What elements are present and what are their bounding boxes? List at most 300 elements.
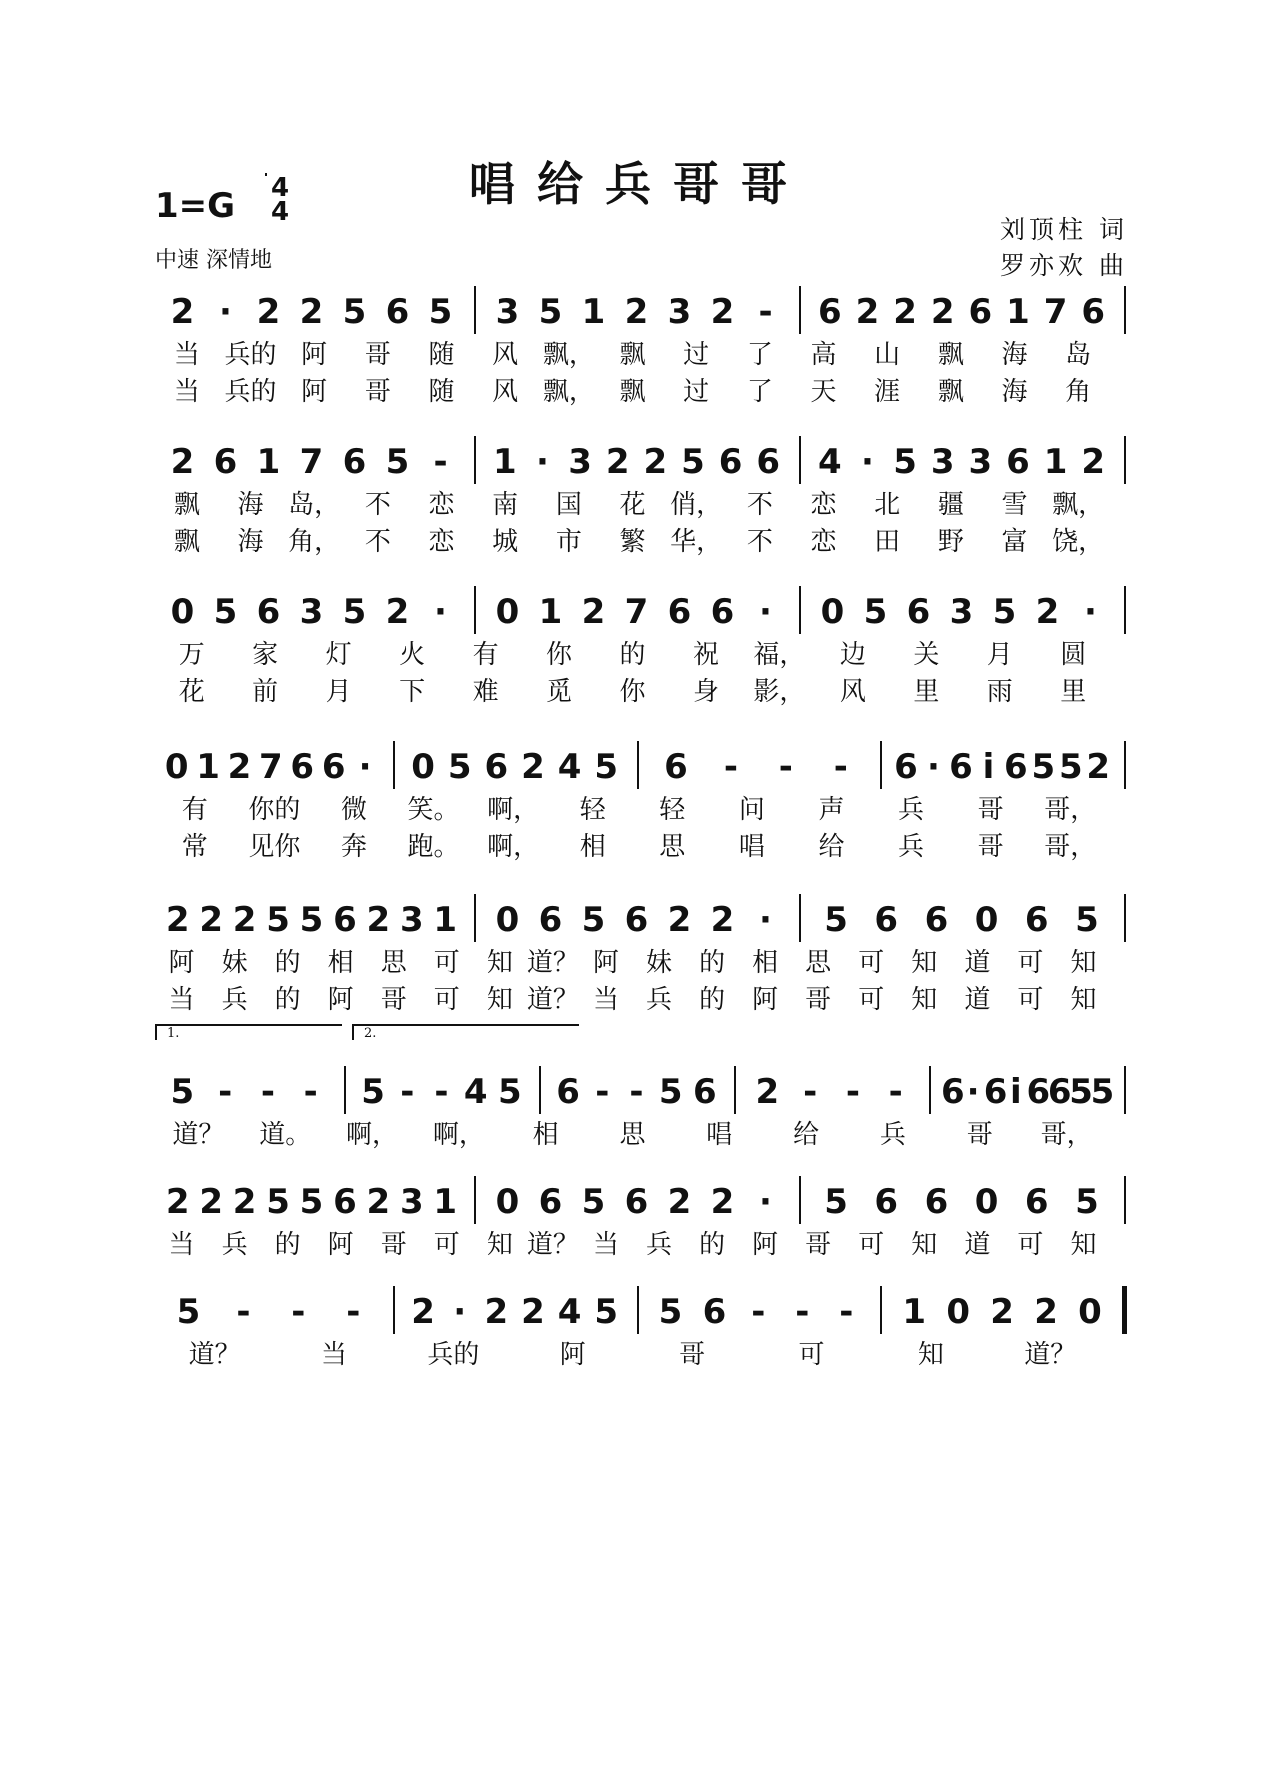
note: 7	[1043, 292, 1068, 332]
note: 7	[624, 592, 649, 632]
note: 3	[667, 292, 692, 332]
lyric-syllable: 山	[874, 340, 901, 370]
barline	[474, 1176, 476, 1224]
lyric-syllable: 不	[746, 490, 773, 520]
dash: -	[236, 1292, 251, 1332]
dash: -	[400, 1072, 415, 1112]
note: i	[982, 747, 995, 787]
dash: -	[758, 292, 773, 332]
note: 5	[361, 1072, 385, 1112]
lyric-syllable: 相	[532, 1120, 559, 1150]
lyric-syllable: 问	[738, 795, 765, 825]
system-3	[155, 590, 1130, 720]
note: 3	[399, 1182, 424, 1222]
lyric-syllable: 知	[1070, 1230, 1097, 1260]
note: 1	[1043, 442, 1068, 482]
lyric-syllable: 下	[399, 677, 426, 707]
note: 6	[664, 747, 688, 787]
note: 5	[594, 747, 619, 787]
lyric-syllable: 道	[964, 985, 991, 1015]
note: 2	[855, 292, 880, 332]
lyric-syllable: 有	[472, 640, 499, 670]
lyric-syllable: 了	[746, 340, 773, 370]
note: 2	[643, 442, 668, 482]
dash: -	[839, 1292, 854, 1332]
lyric-syllable: 思	[659, 832, 686, 862]
note: 5	[594, 1292, 619, 1332]
augmentation-dot: ·	[966, 1072, 980, 1112]
augmentation-dot: ·	[1084, 592, 1097, 632]
note: 2	[710, 1182, 735, 1222]
note: 5	[1075, 900, 1099, 940]
barline	[799, 894, 801, 942]
note: 0	[495, 1182, 520, 1222]
lyric-syllable: 当	[173, 377, 200, 407]
dash: -	[260, 1072, 275, 1112]
lyric-syllable: 可	[1017, 985, 1044, 1015]
key-signature: 1=G	[155, 186, 236, 226]
lyric-syllable: 阿	[301, 377, 328, 407]
lyric-syllable: 月	[325, 677, 352, 707]
barline	[637, 1286, 639, 1334]
note: 3	[949, 592, 974, 632]
barline	[799, 436, 801, 484]
note: 5	[1031, 747, 1056, 787]
note: 0	[170, 592, 195, 632]
dash: -	[723, 747, 738, 787]
note: 2	[755, 1072, 780, 1112]
notes-row	[155, 590, 1130, 634]
note: 5	[498, 1072, 522, 1112]
note: 1	[1006, 292, 1030, 332]
lyric-syllable: 哥	[805, 985, 832, 1015]
song-title: 唱给兵哥哥	[469, 157, 809, 211]
note: 4	[817, 442, 842, 482]
lyric-syllable: 北	[874, 490, 901, 520]
lyric-line-2	[155, 830, 1130, 864]
note: 5	[658, 1292, 683, 1332]
barline	[880, 1286, 882, 1334]
note: 5	[581, 1182, 606, 1222]
system-2	[155, 440, 1130, 570]
note: 2	[484, 1292, 509, 1332]
lyric-syllable: 兵的	[427, 1340, 480, 1370]
note: 2	[581, 592, 606, 632]
lyric-line-1	[155, 1228, 1130, 1262]
note: 1	[538, 592, 563, 632]
note: 6	[874, 1182, 899, 1222]
note: 2	[710, 292, 735, 332]
barline	[1124, 586, 1126, 634]
note: 5	[266, 1182, 290, 1222]
note: 2	[165, 1182, 190, 1222]
barline	[1124, 1176, 1126, 1224]
lyric-line-1	[155, 638, 1130, 672]
lyric-syllable: 跑。	[407, 832, 460, 862]
lyric-syllable: 哥，	[1044, 832, 1097, 862]
lyric-syllable: 边	[839, 640, 866, 670]
note: 1	[492, 442, 517, 482]
dash: -	[303, 1072, 318, 1112]
note: 7	[259, 747, 283, 787]
lyric-syllable: 哥	[364, 340, 391, 370]
lyric-syllable: 可	[858, 985, 885, 1015]
lyric-syllable: 知	[917, 1340, 944, 1370]
note: 6	[949, 747, 973, 787]
note: 2	[521, 747, 545, 787]
lyric-syllable: 兵	[898, 795, 925, 825]
note: 0	[974, 900, 999, 940]
lyric-syllable: 当	[173, 340, 200, 370]
note: 0	[495, 900, 520, 940]
lyric-syllable: 兵	[898, 832, 925, 862]
lyric-syllable: 祝	[692, 640, 719, 670]
note: 2	[930, 292, 955, 332]
lyric-syllable: 飘	[173, 490, 200, 520]
note: 2	[1081, 442, 1106, 482]
note: 6	[290, 747, 315, 787]
note: 5	[299, 900, 324, 940]
note: 5	[266, 900, 290, 940]
lyric-syllable: 过	[683, 377, 710, 407]
lyric-syllable: 恋	[810, 490, 837, 520]
note: 6	[693, 1072, 717, 1112]
lyric-syllable: 道？	[172, 1120, 225, 1150]
lyric-syllable: 福，	[753, 640, 806, 670]
note: 2	[605, 442, 630, 482]
lyric-syllable: 妹	[221, 948, 248, 978]
note: 5	[1090, 1072, 1115, 1112]
lyric-syllable: 不	[746, 527, 773, 557]
note: 5	[992, 592, 1017, 632]
lyric-syllable: 恋	[428, 527, 455, 557]
lyric-syllable: 飘	[937, 377, 964, 407]
lyric-syllable: 知	[911, 1230, 938, 1260]
note: 6	[256, 592, 281, 632]
lyric-syllable: 疆	[937, 490, 964, 520]
lyric-syllable: 道	[964, 948, 991, 978]
notes-row	[155, 898, 1130, 942]
note: 6	[667, 592, 692, 632]
lyric-syllable: 你	[546, 640, 573, 670]
dash: -	[778, 747, 793, 787]
lyric-syllable: 飘	[619, 340, 646, 370]
lyric-syllable: 道？	[526, 985, 579, 1015]
lyric-syllable: 富	[1001, 527, 1028, 557]
barline	[929, 1066, 931, 1114]
lyric-syllable: 不	[364, 527, 391, 557]
lyric-line-2	[155, 983, 1130, 1017]
lyric-syllable: 你	[619, 677, 646, 707]
lyric-syllable: 不	[364, 490, 391, 520]
lyric-syllable: 思	[619, 1120, 646, 1150]
note: 5	[385, 442, 410, 482]
note: 5	[176, 1292, 201, 1332]
lyric-syllable: 道？	[526, 948, 579, 978]
lyric-syllable: 兵	[221, 985, 248, 1015]
lyric-syllable: 哥，	[1044, 795, 1097, 825]
note: 6	[624, 900, 649, 940]
lyric-syllable: 的	[699, 985, 726, 1015]
lyric-syllable: 影，	[753, 677, 806, 707]
note: 2	[227, 747, 252, 787]
lyric-syllable: 知	[486, 948, 513, 978]
note: 2	[232, 900, 257, 940]
note: 6	[983, 1072, 1008, 1112]
barline	[1122, 1286, 1127, 1334]
note: 6	[756, 442, 781, 482]
lyric-syllable: 海	[1001, 340, 1028, 370]
notes-row	[155, 290, 1130, 334]
note: 2	[990, 1292, 1014, 1332]
note: 2	[199, 1182, 223, 1222]
lyric-syllable: 角	[1065, 377, 1092, 407]
note: 5	[1058, 747, 1083, 787]
note: 5	[170, 1072, 195, 1112]
lyric-syllable: 饶，	[1052, 527, 1105, 557]
note: 6	[702, 1292, 727, 1332]
note: 2	[366, 1182, 391, 1222]
lyric-syllable: 可	[798, 1340, 825, 1370]
meter-top: 4	[270, 173, 290, 203]
lyric-syllable: 可	[433, 985, 460, 1015]
lyric-syllable: 飘	[173, 527, 200, 557]
lyric-syllable: 花	[178, 677, 205, 707]
augmentation-dot: ·	[453, 1292, 467, 1332]
lyric-syllable: 道。	[259, 1120, 312, 1150]
note: 2	[170, 292, 195, 332]
note: 4	[557, 747, 582, 787]
barline	[539, 1066, 541, 1114]
note: 6	[906, 592, 931, 632]
lyric-syllable: 飘，	[542, 340, 595, 370]
time-signature	[265, 173, 295, 227]
dash: -	[346, 1292, 361, 1332]
lyric-syllable: 恋	[428, 490, 455, 520]
lyric-syllable: 哥	[805, 1230, 832, 1260]
lyric-syllable: 南	[492, 490, 519, 520]
lyric-syllable: 啊，	[432, 1120, 485, 1150]
note: 0	[974, 1182, 999, 1222]
note: 5	[428, 292, 453, 332]
note: 6	[333, 1182, 357, 1222]
note: 6	[817, 292, 842, 332]
note: 6	[538, 1182, 563, 1222]
lyric-syllable: 兵	[646, 1230, 673, 1260]
note: 6	[894, 747, 918, 787]
lyric-syllable: 觅	[546, 677, 573, 707]
notes-row	[155, 745, 1130, 789]
lyric-syllable: 华，	[670, 527, 723, 557]
lyric-syllable: 了	[746, 377, 773, 407]
note: 6	[941, 1072, 965, 1112]
lyric-syllable: 岛，	[288, 490, 341, 520]
barline	[393, 1286, 395, 1334]
augmentation-dot: ·	[434, 592, 447, 632]
augmentation-dot: ·	[358, 747, 372, 787]
lyric-syllable: 唱	[706, 1120, 733, 1150]
note: 2	[624, 292, 649, 332]
lyric-syllable: 家	[252, 640, 279, 670]
note: 2	[893, 292, 917, 332]
lyric-syllable: 雪	[1001, 490, 1028, 520]
lyric-syllable: 阿	[327, 1230, 354, 1260]
notes-row	[155, 440, 1130, 484]
note: 6	[874, 900, 899, 940]
dash: -	[751, 1292, 766, 1332]
note: 6	[1024, 900, 1049, 940]
lyric-syllable: 知	[911, 985, 938, 1015]
lyric-syllable: 的	[274, 948, 301, 978]
lyric-syllable: 阿	[559, 1340, 586, 1370]
lyric-syllable: 有	[181, 795, 208, 825]
note: 6	[1026, 1072, 1051, 1112]
note: 6	[924, 1182, 949, 1222]
note: 6	[213, 442, 238, 482]
note: 5	[213, 592, 238, 632]
lyric-syllable: 兵	[646, 985, 673, 1015]
meter-divider	[265, 173, 267, 176]
lyric-syllable: 哥	[364, 377, 391, 407]
note: 0	[1078, 1292, 1102, 1332]
lyric-syllable: 海	[237, 527, 264, 557]
lyric-syllable: 当	[168, 985, 195, 1015]
system-8	[155, 1290, 1130, 1420]
barline	[474, 586, 476, 634]
system-1	[155, 290, 1130, 420]
note: 6	[321, 747, 346, 787]
lyric-syllable: 啊，	[487, 832, 540, 862]
barline	[1124, 436, 1126, 484]
lyric-syllable: 思	[805, 948, 832, 978]
lyric-syllable: 阿	[168, 948, 195, 978]
note: 6	[484, 747, 509, 787]
lyric-syllable: 见你	[248, 832, 301, 862]
note: 6	[710, 592, 735, 632]
lyric-syllable: 飘，	[542, 377, 595, 407]
note: 2	[385, 592, 410, 632]
note: 2	[256, 292, 281, 332]
lyric-syllable: 可	[858, 948, 885, 978]
lyric-syllable: 微	[340, 795, 367, 825]
lyric-syllable: 道？	[526, 1230, 579, 1260]
augmentation-dot: ·	[926, 747, 940, 787]
note: 2	[165, 900, 190, 940]
note: 5	[658, 1072, 683, 1112]
note: 2	[199, 900, 223, 940]
note: 2	[411, 1292, 435, 1332]
barline	[1124, 894, 1126, 942]
note: 6	[556, 1072, 580, 1112]
lyric-syllable: 天	[810, 377, 837, 407]
lyric-syllable: 哥	[977, 832, 1004, 862]
lyric-syllable: 圆	[1060, 640, 1087, 670]
note: 3	[568, 442, 592, 482]
lyric-syllable: 当	[321, 1340, 348, 1370]
lyric-line-1	[155, 1118, 1130, 1152]
note: 2	[299, 292, 324, 332]
lyric-syllable: 涯	[874, 377, 901, 407]
lyric-syllable: 啊，	[346, 1120, 399, 1150]
note: 5	[824, 900, 848, 940]
note: 4	[557, 1292, 582, 1332]
note: 0	[495, 592, 520, 632]
system-4	[155, 745, 1130, 875]
lyric-syllable: 的	[619, 640, 646, 670]
lyric-syllable: 的	[274, 1230, 301, 1260]
lyric-syllable: 繁	[619, 527, 646, 557]
note: 3	[399, 900, 424, 940]
augmentation-dot: ·	[860, 442, 874, 482]
lyric-syllable: 兵	[221, 1230, 248, 1260]
lyric-syllable: 可	[858, 1230, 885, 1260]
note: 1	[902, 1292, 927, 1332]
lyric-syllable: 阿	[301, 340, 328, 370]
lyric-syllable: 知	[1070, 985, 1097, 1015]
note: 5	[342, 292, 367, 332]
lyric-syllable: 知	[486, 985, 513, 1015]
note: 5	[342, 592, 367, 632]
lyric-syllable: 雨	[986, 677, 1013, 707]
dash: -	[845, 1072, 860, 1112]
note: 6	[624, 1182, 649, 1222]
note: 1	[256, 442, 281, 482]
volta-first-ending: 1.	[155, 1024, 342, 1040]
lyric-syllable: 过	[683, 340, 710, 370]
lyric-syllable: 阿	[592, 948, 619, 978]
barline	[799, 586, 801, 634]
note: 1	[196, 747, 220, 787]
note: 3	[299, 592, 324, 632]
note: 6	[1024, 1182, 1049, 1222]
system-5	[155, 898, 1130, 1028]
note: 3	[930, 442, 955, 482]
lyric-syllable: 哥，	[1040, 1120, 1093, 1150]
lyric-syllable: 国	[555, 490, 582, 520]
dash: -	[595, 1072, 610, 1112]
lyric-syllable: 可	[1017, 1230, 1044, 1260]
lyric-syllable: 随	[428, 340, 455, 370]
lyric-syllable: 相	[327, 948, 354, 978]
lyric-syllable: 笑。	[407, 795, 460, 825]
notes-row	[155, 1180, 1130, 1224]
note: 2	[232, 1182, 257, 1222]
note: 5	[893, 442, 917, 482]
barline	[344, 1066, 346, 1114]
volta-second-ending: 2.	[352, 1024, 579, 1040]
lyric-syllable: 月	[986, 640, 1013, 670]
barline	[1124, 741, 1126, 789]
lyric-syllable: 轻	[579, 795, 606, 825]
note: 6	[1081, 292, 1106, 332]
barline	[1124, 286, 1126, 334]
note: 6	[1047, 1072, 1072, 1112]
note: 0	[946, 1292, 970, 1332]
lyric-syllable: 海	[237, 490, 264, 520]
note: 6	[385, 292, 410, 332]
lyric-syllable: 可	[1017, 948, 1044, 978]
note: 6	[342, 442, 367, 482]
note: 5	[447, 747, 472, 787]
barline	[637, 741, 639, 789]
note: 1	[433, 1182, 458, 1222]
note: 5	[581, 900, 606, 940]
note: 2	[1086, 747, 1111, 787]
lyric-syllable: 关	[913, 640, 940, 670]
lyric-syllable: 可	[433, 948, 460, 978]
augmentation-dot: ·	[759, 592, 772, 632]
barline	[880, 741, 882, 789]
